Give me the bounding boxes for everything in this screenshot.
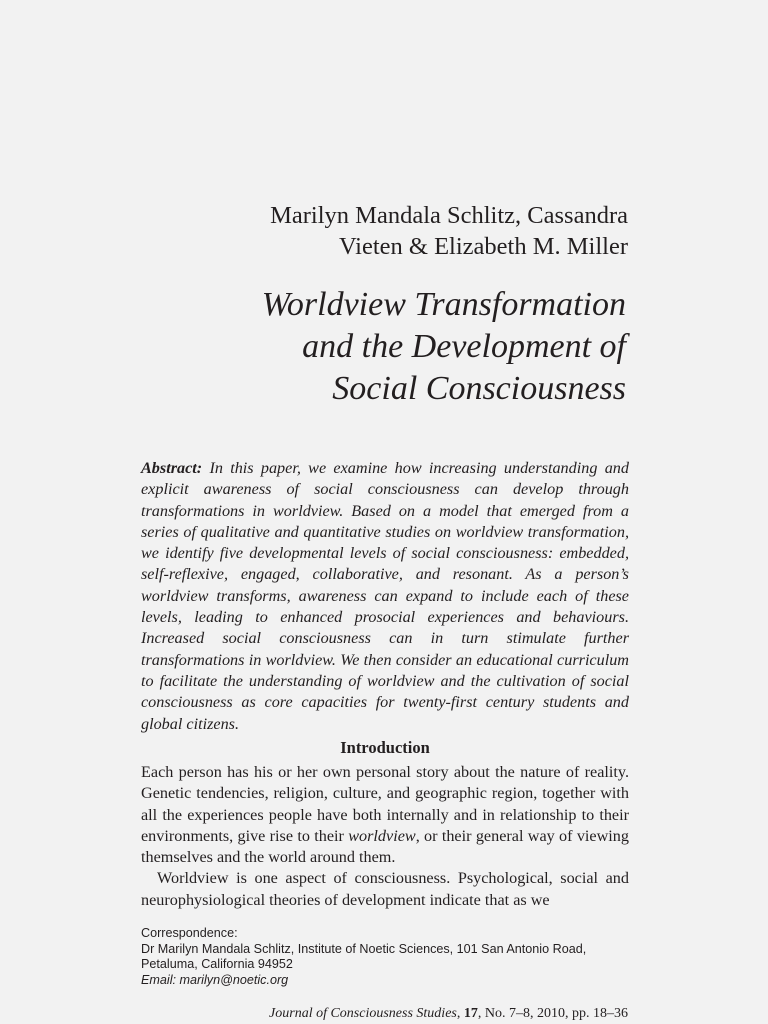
intro-p1-text-a: Each person has his or her own personal story about the nature of reality. Genetic tendencies, religion, culture, and geographic region, together with all the experiences people have both internally and in relationship to their environments, give rise to their (141, 763, 629, 845)
title-line-2: and the Development of (302, 328, 626, 365)
citation-sep: , (456, 1006, 464, 1021)
author-line-2: Vieten & Elizabeth M. Miller (338, 233, 628, 260)
section-heading-introduction: Introduction (340, 738, 430, 757)
title-line-3: Social Consciousness (332, 370, 626, 407)
correspondence-email[interactable]: Email: marilyn@noetic.org (141, 972, 289, 987)
abstract-text: In this paper, we examine how increasing understanding and explicit awareness of social consciousness can develop through transformations in worldview. Based on a model that emerged from a series of qualitative and quantitative studies on worldview transformation, we identify five developmental levels of social consciousness: embedded, self-reflexive, engaged, collaborative, and resonant. As a person’s worldview transforms, awareness can expand to include each of these levels, leading to enhanced prosocial experiences and behaviours. Increased social consciousness can in turn stimulate further transformations in worldview. We then consider an educational curriculum to facilitate the understanding of worldview and the cultivation of social consciousness as core capacities for twenty-first century students and global citizens. (141, 459, 629, 733)
intro-paragraph-2: Worldview is one aspect of consciousness. Psychological, social and neurophysiological theories of development indicate that as we (141, 869, 629, 909)
introduction-body (141, 762, 629, 911)
abstract (141, 458, 629, 735)
author-line-1: Marilyn Mandala Schlitz, Cassandra (270, 202, 628, 229)
author-list (108, 200, 628, 262)
title-line-1: Worldview Transformation (261, 286, 626, 323)
correspondence-city: Petaluma, California 94952 (141, 957, 293, 972)
paper-title (66, 284, 626, 410)
journal-volume: 17 (463, 1006, 478, 1021)
abstract-label: Abstract: (141, 459, 203, 477)
journal-citation (68, 1005, 628, 1023)
intro-p1-text-b: , or their general way of viewing themselves and the world around them. (141, 826, 629, 867)
intro-p1-emphasis: worldview (348, 826, 416, 845)
correspondence-block (141, 926, 641, 988)
intro-paragraph-1 (141, 762, 629, 868)
journal-name: Journal of Consciousness Studies (269, 1006, 457, 1021)
citation-details: , No. 7–8, 2010, pp. 18–36 (477, 1006, 628, 1021)
correspondence-address: Dr Marilyn Mandala Schlitz, Institute of Noetic Sciences, 101 San Antonio Road, (141, 941, 587, 956)
correspondence-label: Correspondence: (141, 926, 238, 940)
